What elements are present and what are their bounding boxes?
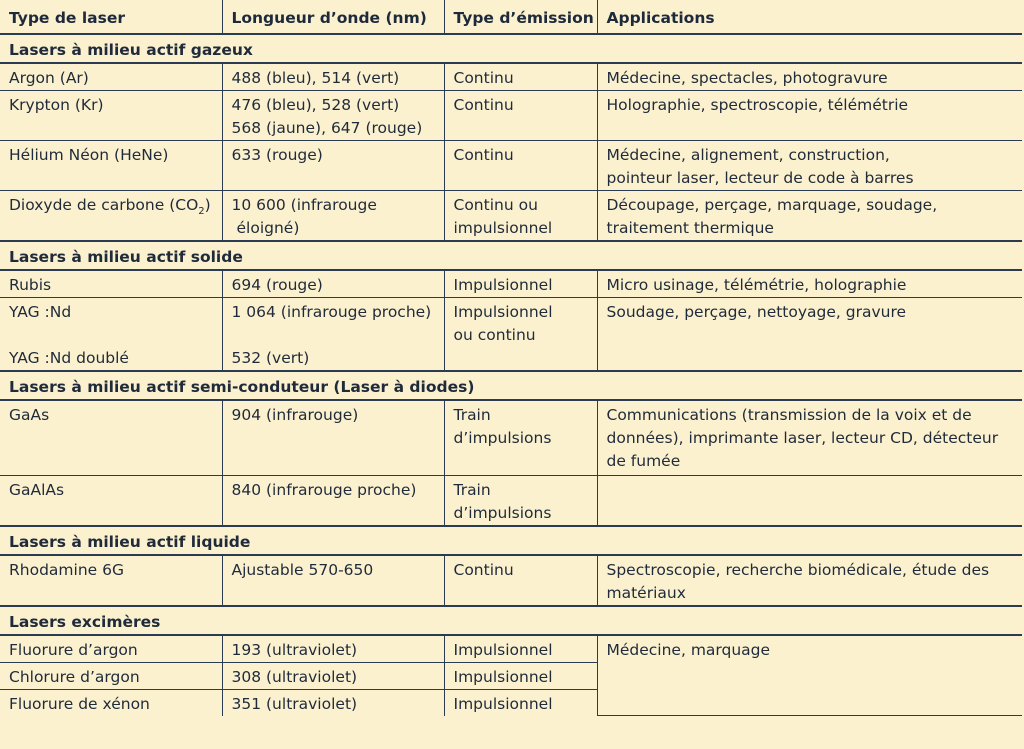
wavelength: 633 (rouge) <box>222 141 444 191</box>
emission: Continu <box>444 91 597 141</box>
emission <box>444 475 597 526</box>
emission: Impulsionnel <box>444 662 597 689</box>
table-row <box>0 63 1022 91</box>
laser-type <box>0 191 222 242</box>
table-row <box>0 635 1022 663</box>
emission-line: ou continu <box>453 326 536 344</box>
table-row <box>0 270 1022 298</box>
applications-line: données), imprimante laser, lecteur CD, détecteur <box>606 429 999 447</box>
applications-line: Médecine, alignement, construction, <box>606 146 890 164</box>
laser-type-line: YAG :Nd <box>9 303 72 321</box>
laser-type: Fluorure de xénon <box>9 694 150 713</box>
laser-type: Krypton (Kr) <box>0 91 222 141</box>
table-row <box>0 400 1022 475</box>
table-row <box>0 475 1022 526</box>
laser-type: Chlorure d’argon <box>0 662 222 689</box>
applications <box>597 191 1022 242</box>
emission: Impulsionnel <box>444 689 597 716</box>
applications: Micro usinage, télémétrie, holographie <box>597 270 1022 298</box>
wavelength-line: éloigné) <box>236 219 300 237</box>
table-row <box>0 91 1022 141</box>
applications-line: de fumée <box>606 452 681 470</box>
applications: Holographie, spectroscopie, télémétrie <box>597 91 1022 141</box>
applications <box>597 400 1022 475</box>
laser-type: Hélium Néon (HeNe) <box>0 141 222 191</box>
applications-line: Découpage, perçage, marquage, soudage, <box>606 196 938 214</box>
emission <box>444 400 597 475</box>
section-liquide <box>0 526 1022 555</box>
subscript: 2 <box>198 206 205 218</box>
applications <box>597 555 1022 606</box>
wavelength: 904 (infrarouge) <box>222 400 444 475</box>
wavelength <box>222 191 444 242</box>
applications-line: matériaux <box>606 583 686 602</box>
applications-line: Spectroscopie, recherche biomédicale, étude des <box>606 560 990 579</box>
wavelength: Ajustable 570-650 <box>222 555 444 606</box>
wavelength: 694 (rouge) <box>222 270 444 298</box>
laser-type: GaAs <box>0 400 222 475</box>
applications: Soudage, perçage, nettoyage, gravure <box>597 298 1022 372</box>
laser-type: Rhodamine 6G <box>0 555 222 606</box>
section-gaz <box>0 34 1022 63</box>
emission: Continu <box>444 141 597 191</box>
emission: Impulsionnel <box>444 635 597 663</box>
table-row <box>0 191 1022 242</box>
section-solide <box>0 241 1022 270</box>
emission: Impulsionnel <box>444 270 597 298</box>
laser-type-line: YAG :Nd doublé <box>9 349 129 367</box>
wavelength: 308 (ultraviolet) <box>222 662 444 689</box>
section-title: Lasers à milieu actif semi-conduteur (Laser à diodes) <box>0 371 1022 400</box>
section-semi <box>0 371 1022 400</box>
section-title: Lasers à milieu actif solide <box>0 241 1022 270</box>
wavelength: 488 (bleu), 514 (vert) <box>222 63 444 91</box>
emission-line: Continu ou <box>453 196 538 214</box>
section-title: Lasers excimères <box>0 606 1022 635</box>
wavelength: 351 (ultraviolet) <box>222 689 444 716</box>
header-wavelength: Longueur d’onde (nm) <box>222 0 444 34</box>
applications <box>597 141 1022 191</box>
applications-line: Communications (transmission de la voix et de <box>606 406 972 424</box>
wavelength-line: 568 (jaune), 647 (rouge) <box>231 119 423 137</box>
emission-line: Impulsionnel <box>453 303 553 321</box>
emission <box>444 191 597 242</box>
wavelength-line: 10 600 (infrarouge <box>231 196 377 214</box>
header-applications: Applications <box>597 0 1022 34</box>
laser-type-text: Dioxyde de carbone (CO <box>9 196 199 214</box>
table-row <box>0 298 1022 372</box>
section-title: Lasers à milieu actif liquide <box>0 526 1022 555</box>
applications-line: pointeur laser, lecteur de code à barres <box>606 169 914 187</box>
header-emission: Type d’émission <box>444 0 597 34</box>
wavelength: 193 (ultraviolet) <box>222 635 444 663</box>
header-row <box>0 0 1022 34</box>
laser-type <box>0 298 222 372</box>
emission-line: impulsionnel <box>453 219 553 237</box>
emission <box>444 298 597 372</box>
applications-line: traitement thermique <box>606 219 774 237</box>
emission-line: d’impulsions <box>453 429 552 447</box>
emission-line: Train <box>453 406 491 424</box>
wavelength-line: 476 (bleu), 528 (vert) <box>231 96 400 114</box>
table-row <box>0 141 1022 191</box>
applications <box>597 475 1022 526</box>
header-type: Type de laser <box>9 9 126 27</box>
table-row <box>0 555 1022 606</box>
applications: Médecine, marquage <box>597 635 1022 716</box>
emission: Continu <box>444 555 597 606</box>
laser-type: Rubis <box>0 270 222 298</box>
emission-line: Train <box>453 480 491 499</box>
emission-line: d’impulsions <box>453 503 552 522</box>
laser-type: Fluorure d’argon <box>0 635 222 663</box>
laser-type: Argon (Ar) <box>0 63 222 91</box>
wavelength: 840 (infrarouge proche) <box>222 475 444 526</box>
section-excimeres <box>0 606 1022 635</box>
wavelength <box>222 91 444 141</box>
wavelength <box>222 298 444 372</box>
laser-type: GaAlAs <box>0 475 222 526</box>
wavelength-line: 1 064 (infrarouge proche) <box>231 303 432 321</box>
emission: Continu <box>444 63 597 91</box>
section-title: Lasers à milieu actif gazeux <box>0 34 1022 63</box>
laser-type-end: ) <box>204 196 211 214</box>
applications: Médecine, spectacles, photogravure <box>597 63 1022 91</box>
wavelength-line: 532 (vert) <box>231 349 310 367</box>
